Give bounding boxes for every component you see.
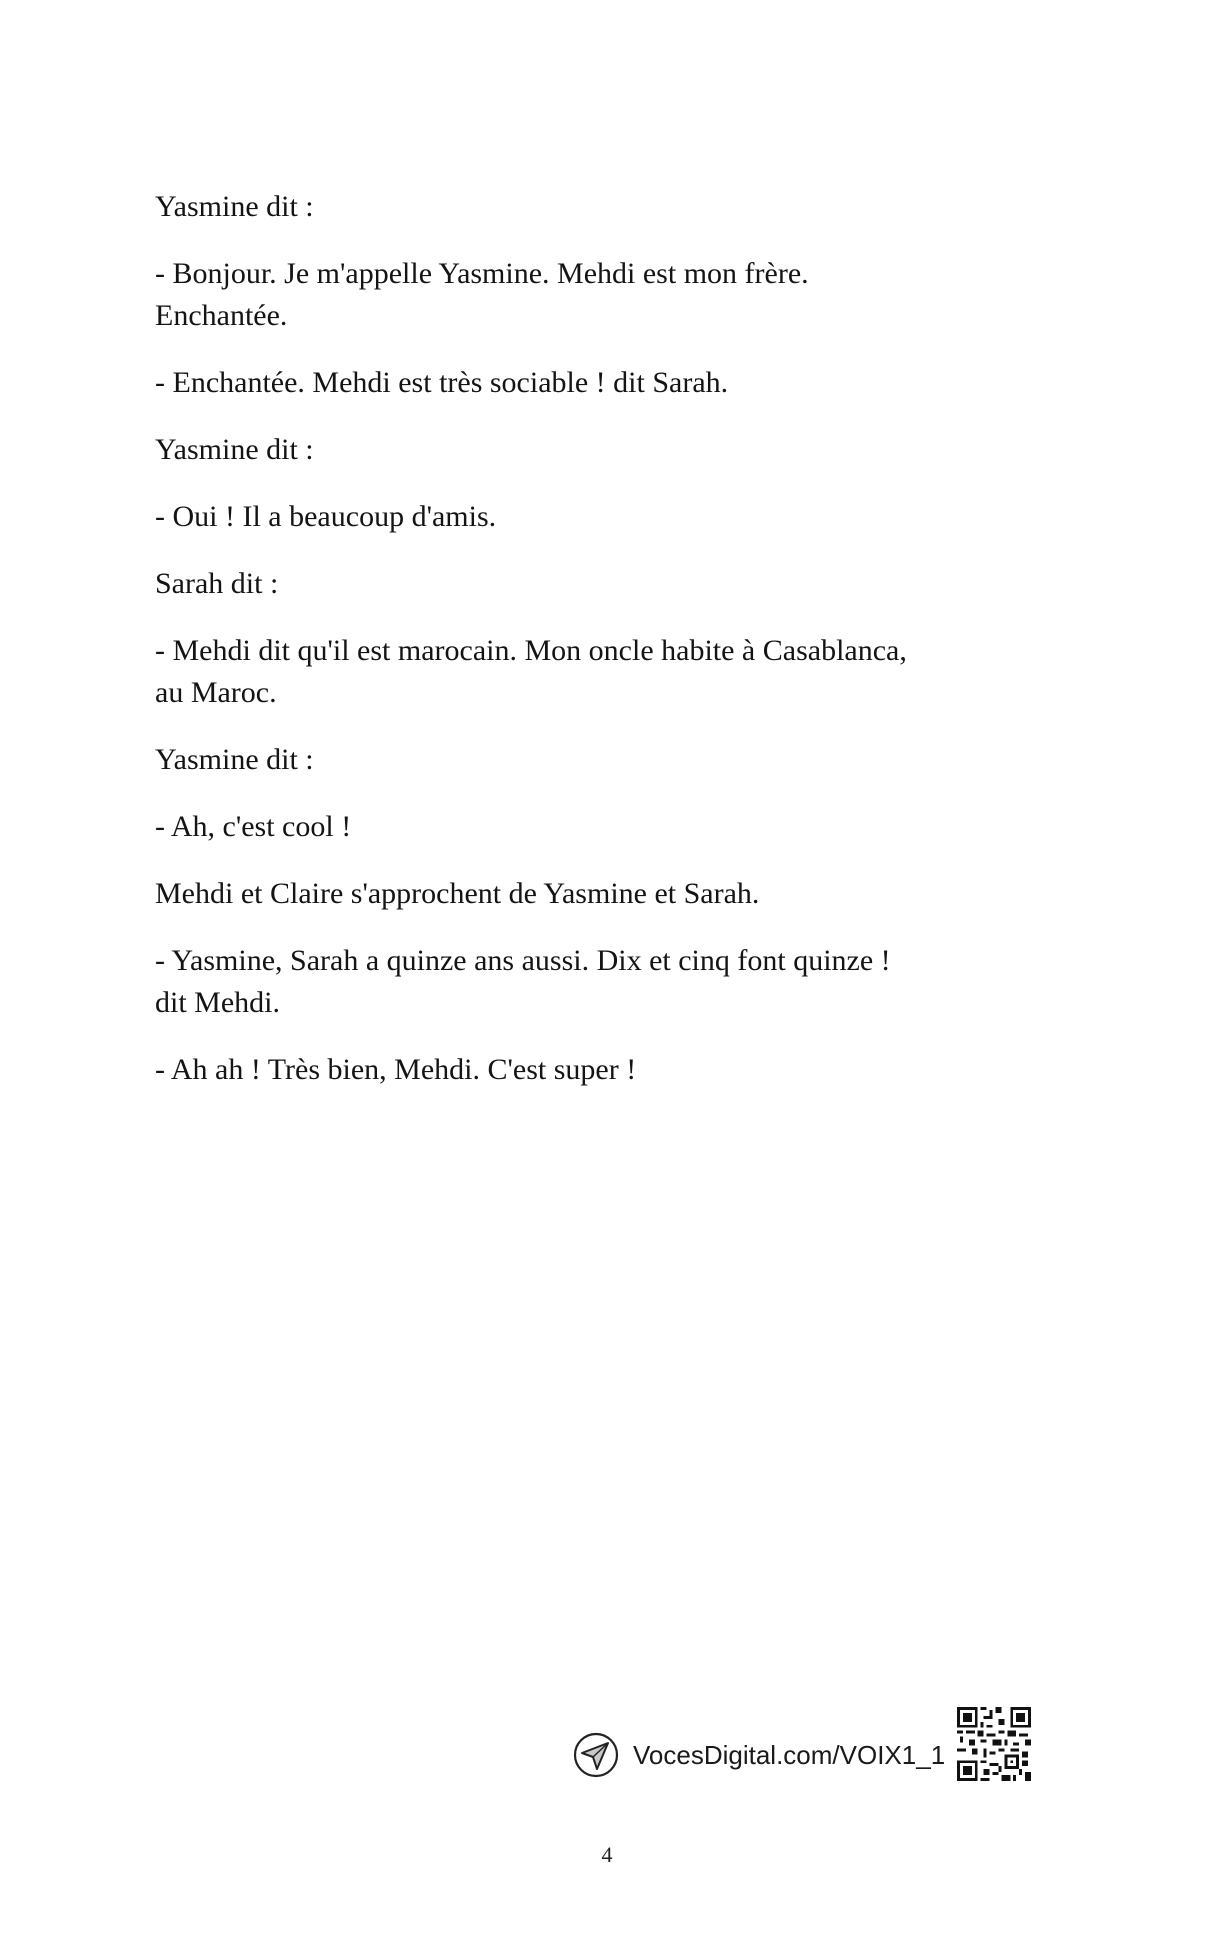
qr-code-icon[interactable] [957,1707,1031,1781]
paragraph [155,253,1055,337]
text-line: - Mehdi dit qu'il est marocain. Mon oncle habite à Casablanca, [155,634,907,667]
paragraph [155,429,1055,471]
text-line: - Ah, c'est cool ! [155,810,352,843]
footer-url[interactable]: VocesDigital.com/VOIX1_1 [633,1739,946,1770]
story-text [155,186,1055,1116]
text-line: Sarah dit : [155,567,279,600]
paragraph [155,873,1055,915]
text-line: - Ah ah ! Très bien, Mehdi. C'est super ! [155,1053,637,1086]
paragraph [155,1049,1055,1091]
text-line: dit Mehdi. [155,986,280,1019]
navigation-arrow-icon [573,1732,619,1778]
text-line: Enchantée. [155,299,288,332]
text-line: Yasmine dit : [155,743,314,776]
paragraph [155,630,1055,714]
paragraph [155,739,1055,781]
paragraph [155,940,1055,1024]
paragraph [155,563,1055,605]
text-line: Yasmine dit : [155,433,314,466]
text-line: au Maroc. [155,676,277,709]
paragraph [155,362,1055,404]
text-line: Yasmine dit : [155,190,314,223]
paragraph [155,186,1055,228]
paragraph [155,806,1055,848]
paragraph [155,496,1055,538]
text-line: - Enchantée. Mehdi est très sociable ! dit Sarah. [155,366,729,399]
footer-link[interactable] [573,1706,1031,1782]
text-line: - Yasmine, Sarah a quinze ans aussi. Dix et cinq font quinze ! [155,944,891,977]
text-line: - Oui ! Il a beaucoup d'amis. [155,500,497,533]
page-number: 4 [601,1842,613,1867]
text-line: Mehdi et Claire s'approchent de Yasmine et Sarah. [155,877,760,910]
text-line: - Bonjour. Je m'appelle Yasmine. Mehdi est mon frère. [155,257,809,290]
